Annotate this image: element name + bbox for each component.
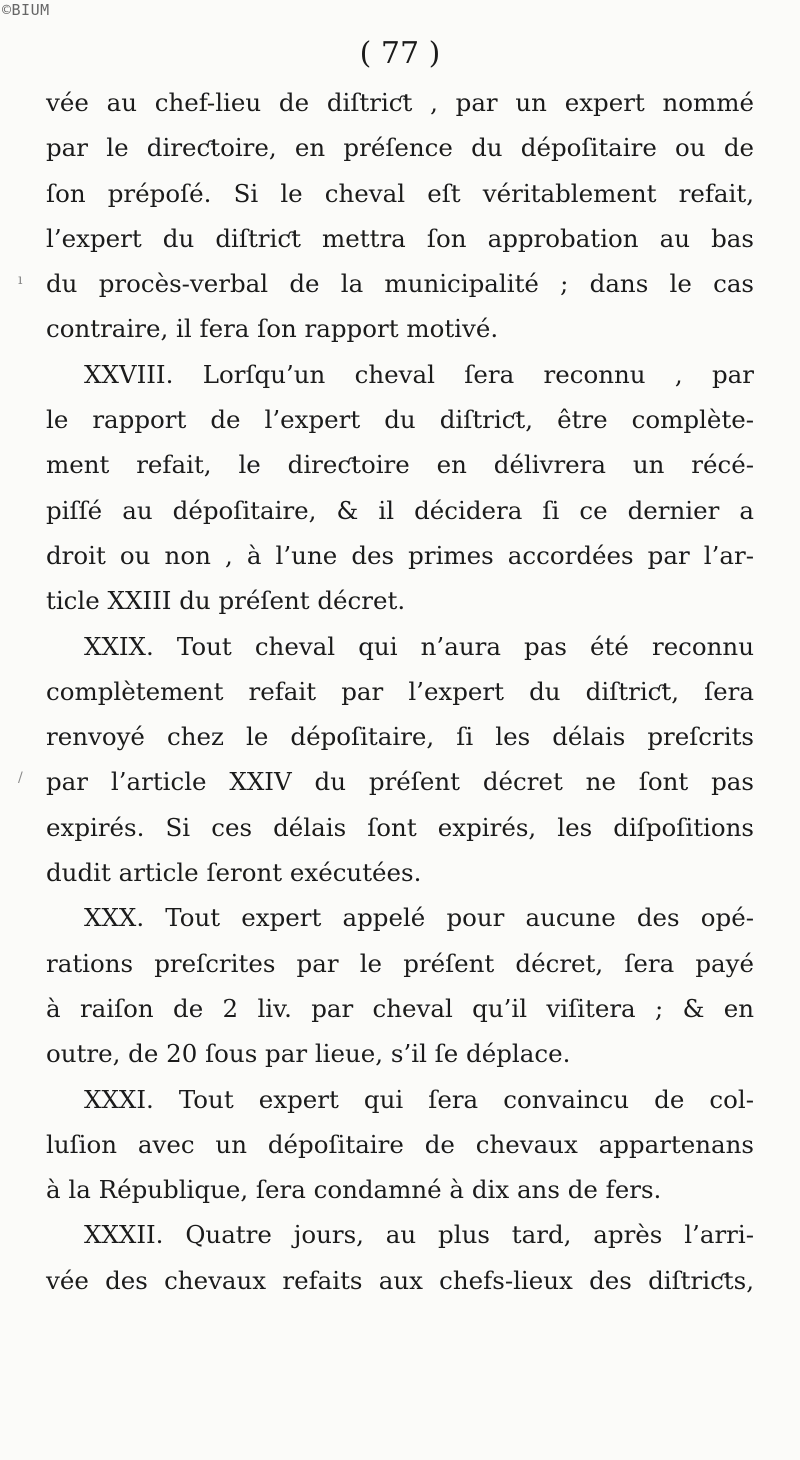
text-line: XXXI. Tout expert qui ſera convaincu de col- xyxy=(84,1084,754,1114)
text-line: outre, de 20 ſous par lieue, s’il ſe déplace. xyxy=(46,1039,571,1069)
text-line: luſion avec un dépoſitaire de chevaux appartenans xyxy=(46,1129,754,1159)
text-line: vée des chevaux refaits aux chefs-lieux des diſtriƈts, xyxy=(46,1265,754,1295)
text-line: du procès-verbal de la municipalité ; dans le cas xyxy=(46,269,754,299)
text-line: le rapport de l’expert du diſtriƈt, être complète- xyxy=(46,405,754,435)
text-line: droit ou non , à l’une des primes accordées par l’ar- xyxy=(46,540,754,570)
text-line: ment refait, le direƈtoire en délivrera un récé- xyxy=(46,450,754,480)
text-line: XXXII. Quatre jours, au plus tard, après l’arri- xyxy=(84,1220,754,1250)
text-line: contraire, il fera ſon rapport motivé. xyxy=(46,314,499,344)
text-line: ſon prépoſé. Si le cheval eſt véritablement refait, xyxy=(46,178,754,208)
text-line: vée au chef-lieu de diſtriƈt , par un expert nommé xyxy=(46,88,754,117)
text-line: complètement refait par l’expert du diſtriƈt, ſera xyxy=(46,676,754,706)
text-line: par le direƈtoire, en préſence du dépoſitaire ou de xyxy=(46,133,754,163)
text-line: à la République, ſera condamné à dix ans de fers. xyxy=(46,1175,662,1205)
margin-mark: / xyxy=(18,770,23,786)
text-line: renvoyé chez le dépoſitaire, ſi les délais preſcrits xyxy=(46,722,754,752)
text-line: à raiſon de 2 liv. par cheval qu’il viſitera ; & en xyxy=(46,993,754,1023)
text-line: l’expert du diſtriƈt mettra ſon approbation au bas xyxy=(46,223,754,253)
page-number: ( 77 ) xyxy=(359,36,441,71)
text-line: XXVIII. Lorſqu’un cheval ſera reconnu , par xyxy=(84,359,754,389)
text-line: dudit article ſeront exécutées. xyxy=(46,858,422,888)
text-line: piſſé au dépoſitaire, & il décidera ſi ce dernier a xyxy=(46,495,754,525)
text-line: XXIX. Tout cheval qui n’aura pas été reconnu xyxy=(84,631,754,661)
text-line: XXX. Tout expert appelé pour aucune des opé- xyxy=(84,903,754,933)
text-line: rations preſcrites par le préſent décret, ſera payé xyxy=(46,948,754,978)
text-line: ticle XXIII du préſent décret. xyxy=(46,586,406,616)
text-line: expirés. Si ces délais ſont expirés, les diſpoſitions xyxy=(46,812,754,842)
watermark: ©BIUM xyxy=(2,1,50,19)
body-text xyxy=(46,80,754,1303)
margin-mark: ı xyxy=(18,272,23,288)
text-line: par l’article XXIV du préſent décret ne ſont pas xyxy=(46,767,754,797)
